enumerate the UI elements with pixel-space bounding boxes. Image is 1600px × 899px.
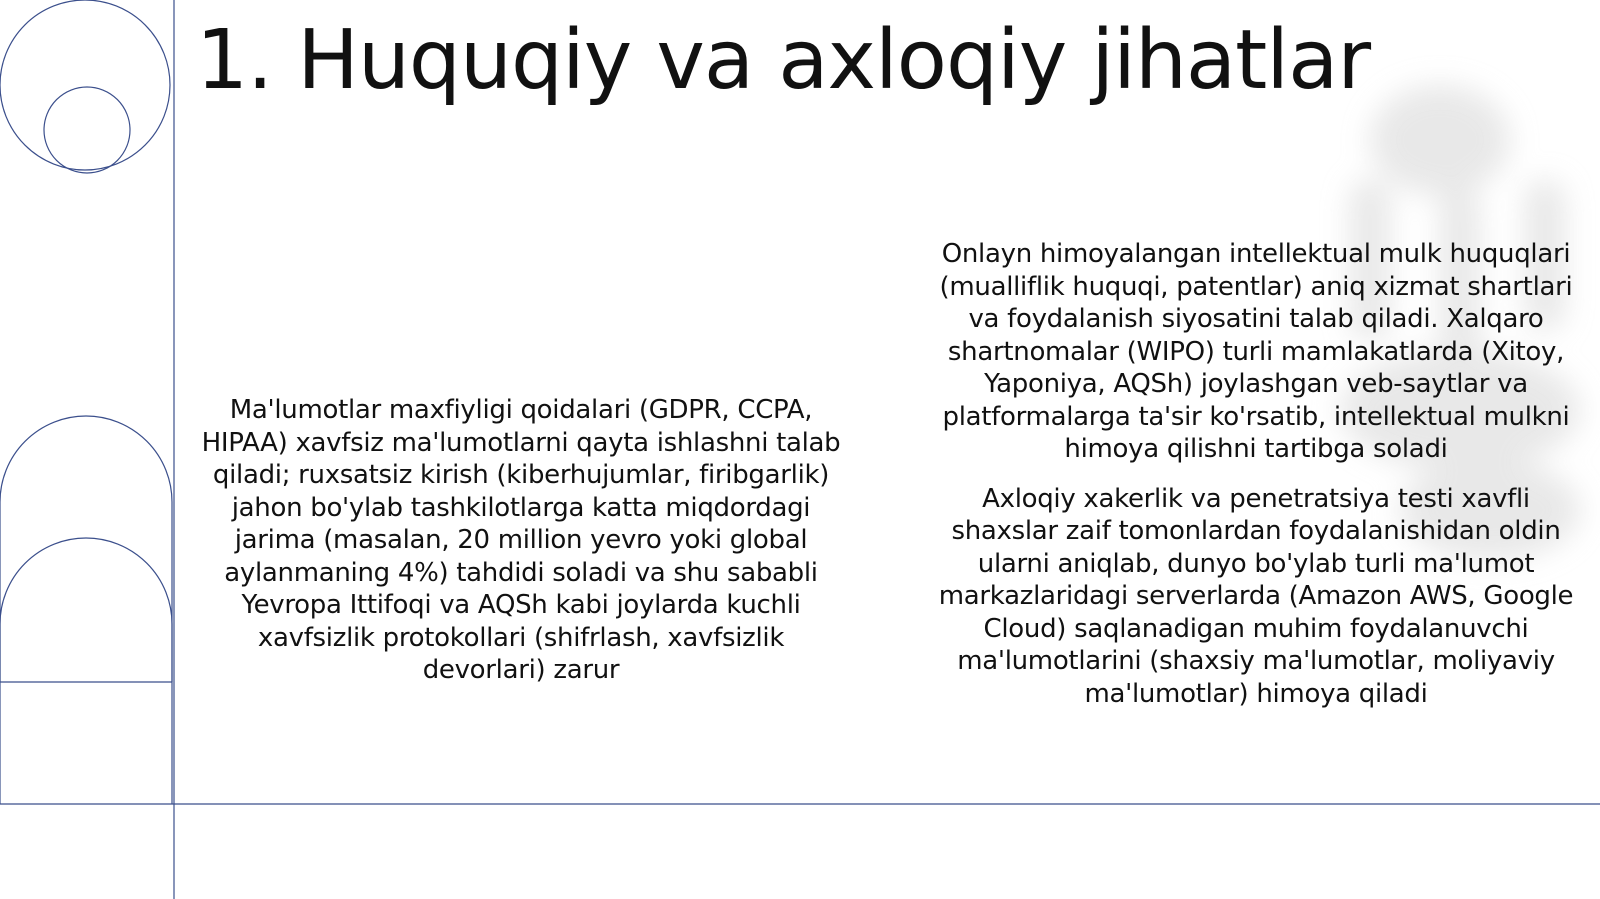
right-text-column <box>926 238 1586 710</box>
decor-large-circle <box>0 0 170 170</box>
data-privacy-paragraph: Ma'lumotlar maxfiyligi qoidalari (GDPR, CCPA, HIPAA) xavfsiz ma'lumotlarni qayta ishlashni talab qiladi; ruxsatsiz kirish (kiberhujumlar, firibgarlik) jahon bo'ylab tashkilotlarga katta miqdordagi jarima (masalan, 20 million yevro yoki global aylanmaning 4%) tahdidi soladi va shu sababli Yevropa Ittifoqi va AQSh kabi joylarda kuchli xavfsizlik protokollari (shifrlash, xavfsizlik devorlari) zarur <box>201 395 841 685</box>
decor-lower-arch <box>0 538 172 682</box>
decor-small-circle <box>44 87 130 173</box>
left-text-column <box>196 394 846 687</box>
slide-title: 1. Huquqiy va axloqiy jihatlar <box>196 13 1371 108</box>
decor-upper-arch <box>0 416 172 804</box>
ethical-hacking-paragraph: Axloqiy xakerlik va penetratsiya testi xavfli shaxslar zaif tomonlardan foydalanishidan oldin ularni aniqlab, dunyo bo'ylab turli ma'lumot markazlaridagi serverlarda (Amazon AWS, Google Cloud) saqlanadigan muhim foydalanuvchi ma'lumotlarini (shaxsiy ma'lumotlar, moliyaviy ma'lumotlar) himoya qiladi <box>938 483 1574 709</box>
intellectual-property-paragraph: Onlayn himoyalangan intellektual mulk huquqlari (mualliflik huquqi, patentlar) aniq xizmat shartlari va foydalanish siyosatini talab qiladi. Xalqaro shartnomalar (WIPO) turli mamlakatlarda (Xitoy, Yaponiya, AQSh) joylashgan veb-saytlar va platformalarga ta'sir ko'rsatib, intellektual mulkni himoya qilishni tartibga soladi <box>939 239 1573 464</box>
